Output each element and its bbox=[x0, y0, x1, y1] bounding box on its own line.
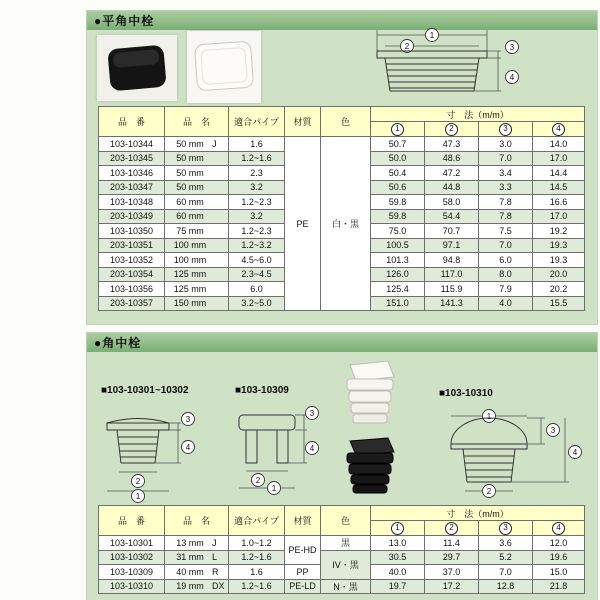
dimension-cell: 37.0 bbox=[425, 565, 479, 580]
dimension-cell: 4.0 bbox=[479, 296, 533, 311]
square-plug-spec-table bbox=[98, 505, 585, 594]
part-number-cell: 103-10346 bbox=[99, 166, 165, 181]
white-square-plug-photo bbox=[336, 357, 400, 433]
dimension-cell: 97.1 bbox=[425, 238, 479, 253]
col-header-dim-3 bbox=[479, 521, 533, 536]
part-number-cell: 203-10354 bbox=[99, 267, 165, 282]
pipe-size-cell: 1.0~1.2 bbox=[229, 536, 285, 551]
figure-label-10310: ■103-10310 bbox=[439, 388, 493, 399]
dimension-cell: 50.7 bbox=[371, 137, 425, 152]
dimension-cell: 7.0 bbox=[479, 151, 533, 166]
dim-label-3: 3 bbox=[309, 409, 315, 418]
figure-label-10301-10302: ■103-10301~10302 bbox=[101, 385, 189, 396]
material-cell: PP bbox=[285, 565, 321, 580]
circled-3: 3 bbox=[499, 123, 512, 136]
section2-title-bar bbox=[87, 333, 597, 352]
col-header-part-name: 品 名 bbox=[165, 506, 229, 536]
dimension-cell: 48.6 bbox=[425, 151, 479, 166]
dimension-cell: 8.0 bbox=[479, 267, 533, 282]
dim-label-2: 2 bbox=[135, 477, 141, 486]
dimension-cell: 7.8 bbox=[479, 195, 533, 210]
pipe-size-cell: 6.0 bbox=[229, 282, 285, 297]
black-square-plug-photo bbox=[336, 435, 400, 501]
dimension-cell: 141.3 bbox=[425, 296, 479, 311]
part-name-cell: 60 mm bbox=[165, 195, 229, 210]
part-name-cell: 31 mm L bbox=[165, 550, 229, 565]
part-number-cell: 103-10356 bbox=[99, 282, 165, 297]
dimension-cell: 12.0 bbox=[533, 536, 585, 551]
part-name-cell: 40 mm R bbox=[165, 565, 229, 580]
dim-label-2: 2 bbox=[404, 42, 410, 51]
dimension-cell: 3.6 bbox=[479, 536, 533, 551]
dimension-cell: 50.0 bbox=[371, 151, 425, 166]
dimension-cell: 59.8 bbox=[371, 195, 425, 210]
section-flat-square-plug bbox=[86, 10, 598, 325]
col-header-dim-4 bbox=[533, 122, 585, 137]
col-header-pipe: 適合パイプ bbox=[229, 506, 285, 536]
pipe-size-cell: 3.2 bbox=[229, 180, 285, 195]
dimension-cell: 3.4 bbox=[479, 166, 533, 181]
table-row bbox=[99, 536, 585, 551]
dimension-cell: 5.2 bbox=[479, 550, 533, 565]
material-cell: PE-HD bbox=[285, 536, 321, 565]
color-cell: N・黒 bbox=[321, 579, 371, 594]
circled-3: 3 bbox=[499, 522, 512, 535]
part-number-cell: 103-10302 bbox=[99, 550, 165, 565]
table-row bbox=[99, 137, 585, 152]
part-number-cell: 203-10351 bbox=[99, 238, 165, 253]
dimension-cell: 117.0 bbox=[425, 267, 479, 282]
pipe-size-cell: 1.2~1.6 bbox=[229, 579, 285, 594]
part-name-cell: 19 mm DX bbox=[165, 579, 229, 594]
circled-1: 1 bbox=[391, 123, 404, 136]
section2-title: ●角中栓 bbox=[94, 336, 142, 350]
dimension-cell: 54.4 bbox=[425, 209, 479, 224]
pronged-plug-dimension-diagram bbox=[227, 401, 319, 496]
col-header-part-number: 品 番 bbox=[99, 506, 165, 536]
part-name-cell: 75 mm bbox=[165, 224, 229, 239]
dimension-cell: 7.0 bbox=[479, 238, 533, 253]
circled-4: 4 bbox=[552, 123, 565, 136]
dimension-cell: 6.0 bbox=[479, 253, 533, 268]
dimension-cell: 30.5 bbox=[371, 550, 425, 565]
part-number-cell: 103-10350 bbox=[99, 224, 165, 239]
part-number-cell: 203-10347 bbox=[99, 180, 165, 195]
flat-plug-spec-table bbox=[98, 106, 585, 311]
dimension-cell: 40.0 bbox=[371, 565, 425, 580]
col-header-dimensions: 寸 法（m/m） bbox=[371, 107, 585, 122]
dimension-cell: 44.8 bbox=[425, 180, 479, 195]
part-number-cell: 203-10349 bbox=[99, 209, 165, 224]
dimension-cell: 50.6 bbox=[371, 180, 425, 195]
dimension-cell: 7.5 bbox=[479, 224, 533, 239]
dimension-cell: 151.0 bbox=[371, 296, 425, 311]
dimension-cell: 19.6 bbox=[533, 550, 585, 565]
part-number-cell: 203-10357 bbox=[99, 296, 165, 311]
dimension-cell: 7.0 bbox=[479, 565, 533, 580]
col-header-part-name: 品 名 bbox=[165, 107, 229, 137]
dim-label-1: 1 bbox=[429, 31, 435, 40]
part-name-cell: 50 mm bbox=[165, 151, 229, 166]
material-cell: PE bbox=[285, 137, 321, 311]
dimension-cell: 19.3 bbox=[533, 253, 585, 268]
dimension-cell: 15.5 bbox=[533, 296, 585, 311]
part-name-cell: 50 mm bbox=[165, 180, 229, 195]
table-row bbox=[99, 550, 585, 565]
dimension-cell: 94.8 bbox=[425, 253, 479, 268]
part-name-cell: 100 mm bbox=[165, 238, 229, 253]
dimension-cell: 11.4 bbox=[425, 536, 479, 551]
dimension-cell: 101.3 bbox=[371, 253, 425, 268]
dome-cap-dimension-diagram bbox=[429, 406, 584, 501]
dim-label-4: 4 bbox=[185, 443, 191, 452]
pipe-size-cell: 1.2~2.3 bbox=[229, 224, 285, 239]
dimension-cell: 13.0 bbox=[371, 536, 425, 551]
dimension-cell: 19.3 bbox=[533, 238, 585, 253]
part-number-cell: 103-10344 bbox=[99, 137, 165, 152]
col-header-dimensions: 寸 法（m/m） bbox=[371, 506, 585, 521]
dimension-cell: 59.8 bbox=[371, 209, 425, 224]
col-header-dim-4 bbox=[533, 521, 585, 536]
section1-title: ●平角中栓 bbox=[94, 14, 155, 28]
pipe-size-cell: 2.3~4.5 bbox=[229, 267, 285, 282]
dimension-cell: 58.0 bbox=[425, 195, 479, 210]
dimension-cell: 15.0 bbox=[533, 565, 585, 580]
material-cell: PE-LD bbox=[285, 579, 321, 594]
dimension-cell: 20.2 bbox=[533, 282, 585, 297]
figure-label-10309: ■103-10309 bbox=[235, 385, 289, 396]
dim-label-3: 3 bbox=[550, 426, 556, 435]
part-name-cell: 150 mm bbox=[165, 296, 229, 311]
dim-label-2: 2 bbox=[255, 476, 261, 485]
col-header-color: 色 bbox=[321, 506, 371, 536]
dimension-cell: 21.8 bbox=[533, 579, 585, 594]
part-name-cell: 125 mm bbox=[165, 282, 229, 297]
col-header-dim-2 bbox=[425, 122, 479, 137]
pipe-size-cell: 3.2 bbox=[229, 209, 285, 224]
dimension-cell: 16.6 bbox=[533, 195, 585, 210]
color-cell: IV・黒 bbox=[321, 550, 371, 579]
part-number-cell: 203-10345 bbox=[99, 151, 165, 166]
dim-label-4: 4 bbox=[572, 448, 578, 457]
dimension-cell: 14.5 bbox=[533, 180, 585, 195]
dimension-cell: 125.4 bbox=[371, 282, 425, 297]
dimension-cell: 17.0 bbox=[533, 209, 585, 224]
table-row bbox=[99, 579, 585, 594]
dim-label-4: 4 bbox=[309, 444, 315, 453]
pipe-size-cell: 1.6 bbox=[229, 137, 285, 152]
dimension-cell: 14.0 bbox=[533, 137, 585, 152]
black-flat-cap-photo bbox=[97, 35, 177, 101]
dimension-cell: 50.4 bbox=[371, 166, 425, 181]
color-cell: 白・黒 bbox=[321, 137, 371, 311]
circled-4: 4 bbox=[552, 522, 565, 535]
part-name-cell: 50 mm J bbox=[165, 137, 229, 152]
dim-label-3: 3 bbox=[185, 415, 191, 424]
section-square-plug bbox=[86, 332, 598, 600]
dimension-cell: 47.2 bbox=[425, 166, 479, 181]
dimension-cell: 100.5 bbox=[371, 238, 425, 253]
dimension-cell: 19.2 bbox=[533, 224, 585, 239]
part-name-cell: 125 mm bbox=[165, 267, 229, 282]
dim-label-1: 1 bbox=[486, 412, 492, 421]
col-header-dim-1 bbox=[371, 521, 425, 536]
col-header-pipe: 適合パイプ bbox=[229, 107, 285, 137]
part-name-cell: 100 mm bbox=[165, 253, 229, 268]
dimension-cell: 20.0 bbox=[533, 267, 585, 282]
dimension-cell: 70.7 bbox=[425, 224, 479, 239]
part-number-cell: 103-10310 bbox=[99, 579, 165, 594]
col-header-dim-3 bbox=[479, 122, 533, 137]
pipe-size-cell: 1.6 bbox=[229, 565, 285, 580]
col-header-part-number: 品 番 bbox=[99, 107, 165, 137]
dimension-cell: 14.4 bbox=[533, 166, 585, 181]
pipe-size-cell: 2.3 bbox=[229, 166, 285, 181]
dim-label-3: 3 bbox=[509, 43, 515, 52]
dimension-cell: 115.9 bbox=[425, 282, 479, 297]
pipe-size-cell: 1.2~3.2 bbox=[229, 238, 285, 253]
dim-label-1: 1 bbox=[135, 492, 141, 501]
dim-label-2: 2 bbox=[486, 487, 492, 496]
part-number-cell: 103-10348 bbox=[99, 195, 165, 210]
col-header-dim-2 bbox=[425, 521, 479, 536]
dimension-cell: 7.8 bbox=[479, 209, 533, 224]
flat-cap-dimension-diagram bbox=[349, 25, 549, 117]
part-number-cell: 103-10352 bbox=[99, 253, 165, 268]
pipe-size-cell: 1.2~2.3 bbox=[229, 195, 285, 210]
circled-2: 2 bbox=[445, 522, 458, 535]
circled-1: 1 bbox=[391, 522, 404, 535]
dimension-cell: 3.0 bbox=[479, 137, 533, 152]
white-flat-cap-image bbox=[189, 35, 259, 99]
dimension-cell: 17.2 bbox=[425, 579, 479, 594]
part-name-cell: 13 mm J bbox=[165, 536, 229, 551]
col-header-dim-1 bbox=[371, 122, 425, 137]
dimension-cell: 7.9 bbox=[479, 282, 533, 297]
white-flat-cap-photo bbox=[187, 31, 261, 103]
part-number-cell: 103-10301 bbox=[99, 536, 165, 551]
dimension-cell: 126.0 bbox=[371, 267, 425, 282]
dimension-cell: 75.0 bbox=[371, 224, 425, 239]
col-header-material: 材質 bbox=[285, 506, 321, 536]
pipe-size-cell: 1.2~1.6 bbox=[229, 151, 285, 166]
col-header-color: 色 bbox=[321, 107, 371, 137]
dimension-cell: 3.3 bbox=[479, 180, 533, 195]
pipe-size-cell: 3.2~5.0 bbox=[229, 296, 285, 311]
dimension-cell: 29.7 bbox=[425, 550, 479, 565]
pipe-size-cell: 1.2~1.6 bbox=[229, 550, 285, 565]
part-number-cell: 103-10309 bbox=[99, 565, 165, 580]
circled-2: 2 bbox=[445, 123, 458, 136]
col-header-material: 材質 bbox=[285, 107, 321, 137]
color-cell: 黒 bbox=[321, 536, 371, 551]
dimension-cell: 12.8 bbox=[479, 579, 533, 594]
dim-label-4: 4 bbox=[509, 73, 515, 82]
black-flat-cap-image bbox=[99, 38, 175, 98]
dimension-cell: 17.0 bbox=[533, 151, 585, 166]
part-name-cell: 50 mm bbox=[165, 166, 229, 181]
dimension-cell: 47.3 bbox=[425, 137, 479, 152]
dim-label-1: 1 bbox=[271, 484, 277, 493]
flange-cap-dimension-diagram bbox=[99, 405, 199, 503]
dimension-cell: 19.7 bbox=[371, 579, 425, 594]
part-name-cell: 60 mm bbox=[165, 209, 229, 224]
pipe-size-cell: 4.5~6.0 bbox=[229, 253, 285, 268]
